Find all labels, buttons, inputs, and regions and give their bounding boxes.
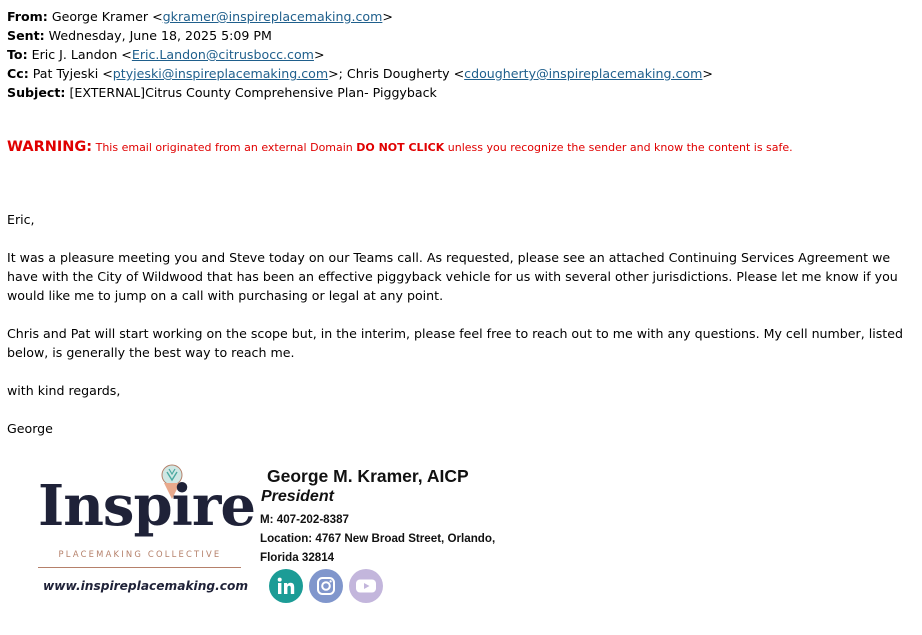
warning-text-2: unless you recognize the sender and know the content is safe. (444, 141, 793, 154)
website-link[interactable]: www.inspireplacemaking.com (43, 579, 249, 593)
logo-divider (38, 567, 241, 568)
subject-row (7, 83, 713, 102)
cc-separator: >; Chris Dougherty < (328, 66, 465, 81)
location-label: Location: (260, 532, 313, 545)
cc-email-link-1[interactable]: ptyjeski@inspireplacemaking.com (112, 66, 329, 81)
from-name: George Kramer < (51, 9, 163, 24)
logo-wordmark: Inspire (38, 473, 255, 539)
cc-name-1: Pat Tyjeski < (32, 66, 113, 81)
greeting: Eric, (7, 212, 35, 227)
warning-label: WARNING: (7, 139, 93, 155)
inspire-logo (38, 463, 255, 603)
to-close: > (313, 47, 325, 62)
cc-email-link-2[interactable]: cdougherty@inspireplacemaking.com (464, 66, 703, 81)
to-email-link[interactable]: Eric.Landon@citrusbocc.com (131, 47, 314, 62)
signature-mobile (260, 513, 349, 526)
sent-row (7, 26, 713, 45)
mobile-label: M: (260, 513, 274, 526)
subject-value: [EXTERNAL]Citrus County Comprehensive Plan- Piggyback (69, 85, 437, 100)
youtube-button[interactable] (349, 569, 383, 603)
instagram-icon (316, 576, 336, 596)
body-paragraph-2: Chris and Pat will start working on the scope but, in the interim, please feel free to reach out to me with any questions. My cell number, listed below, is generally the best way to reach me. (7, 326, 907, 360)
from-row (7, 7, 713, 26)
sent-label: Sent: (7, 28, 45, 43)
cc-close: > (702, 66, 713, 81)
linkedin-button[interactable] (269, 569, 303, 603)
sent-value: Wednesday, June 18, 2025 5:09 PM (48, 28, 272, 43)
cc-row (7, 64, 713, 83)
to-name: Eric J. Landon < (31, 47, 132, 62)
cc-label: Cc: (7, 66, 29, 81)
subject-label: Subject: (7, 85, 66, 100)
email-header (7, 7, 713, 102)
logo-tagline: PLACEMAKING COLLECTIVE (58, 549, 222, 559)
location-line-1: 4767 New Broad Street, Orlando, (315, 532, 496, 545)
location-line-2: Florida 32814 (260, 551, 335, 564)
linkedin-icon (276, 576, 296, 596)
warning-emphasis: DO NOT CLICK (356, 141, 445, 154)
email-body (7, 210, 922, 457)
mobile-number: 407-202-8387 (276, 513, 349, 526)
from-label: From: (7, 9, 48, 24)
instagram-button[interactable] (309, 569, 343, 603)
signature-location-2 (260, 551, 334, 564)
signature-name: George M. Kramer, AICP (267, 466, 469, 486)
from-close: > (382, 9, 393, 24)
to-label: To: (7, 47, 28, 62)
closing: with kind regards, (7, 383, 121, 398)
to-row (7, 45, 713, 64)
warning-text-1: This email originated from an external Domain (92, 141, 357, 154)
signature-location (260, 532, 495, 545)
from-email-link[interactable]: gkramer@inspireplacemaking.com (162, 9, 383, 24)
signature-title: President (261, 488, 334, 505)
external-warning (7, 137, 793, 158)
youtube-icon (355, 577, 377, 595)
signoff: George (7, 421, 53, 436)
body-paragraph-1: It was a pleasure meeting you and Steve today on our Teams call. As requested, please see an attached Continuing Services Agreement we have with the City of Wildwood that has been an effective piggyback vehicle for us with several other jurisdictions. Please let me know if you would like me to jump on a call with purchasing or legal at any point. (7, 250, 902, 303)
